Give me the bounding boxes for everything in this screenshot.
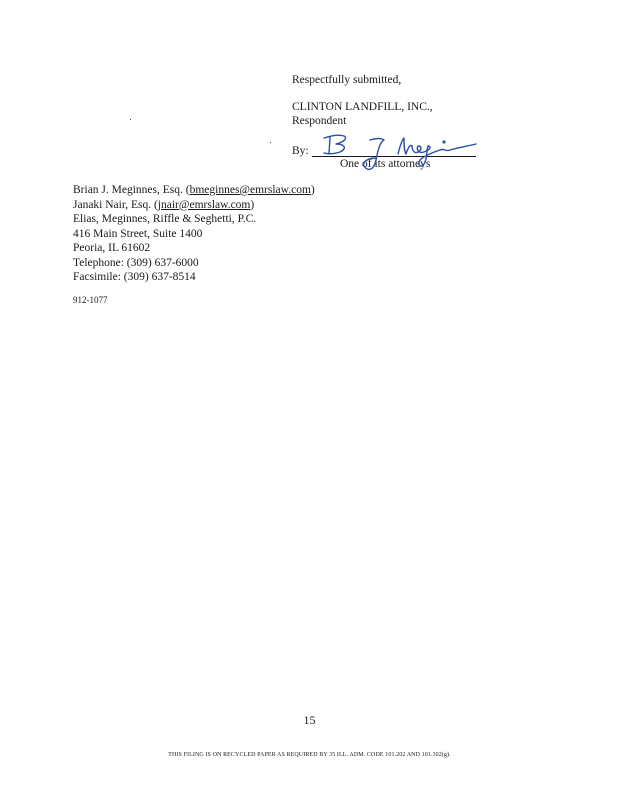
handwritten-signature <box>318 128 480 174</box>
by-label: By: <box>292 145 309 157</box>
paren-close: ) <box>310 184 315 196</box>
party-role: Respondent <box>292 115 347 127</box>
paren-close: ) <box>250 198 255 211</box>
scan-speck <box>130 119 131 120</box>
email-link-meginnes[interactable]: bmeginnes@emrslaw.com <box>189 184 311 196</box>
scan-speck <box>270 142 271 143</box>
telephone: Telephone: (309) 637-6000 <box>73 256 199 269</box>
page-number: 15 <box>303 713 316 727</box>
counsel-line-nair <box>73 198 315 213</box>
address-line-2: Peoria, IL 61602 <box>73 242 151 254</box>
counsel-block <box>73 183 315 285</box>
recycled-paper-footer: THIS FILING IS ON RECYCLED PAPER AS REQUIRED BY 35 ILL. ADM. CODE 101.202 AND 101.302(g). <box>168 752 451 758</box>
counsel-name-nair: Janaki Nair, Esq. ( <box>73 198 158 211</box>
counsel-line-meginnes <box>73 183 315 198</box>
email-link-nair[interactable]: jnair@emrslaw.com <box>157 198 251 211</box>
counsel-name-meginnes: Brian J. Meginnes, Esq. ( <box>73 184 190 196</box>
facsimile: Facsimile: (309) 637-8514 <box>73 271 196 283</box>
closing-text: Respectfully submitted, <box>292 74 402 86</box>
party-name: CLINTON LANDFILL, INC., <box>292 101 433 113</box>
signature-caption: One of its attorneys <box>340 158 431 170</box>
address-line-1: 416 Main Street, Suite 1400 <box>73 227 203 240</box>
firm-name: Elias, Meginnes, Riffle & Seghetti, P.C. <box>73 213 257 225</box>
document-number: 912-1077 <box>73 295 108 305</box>
